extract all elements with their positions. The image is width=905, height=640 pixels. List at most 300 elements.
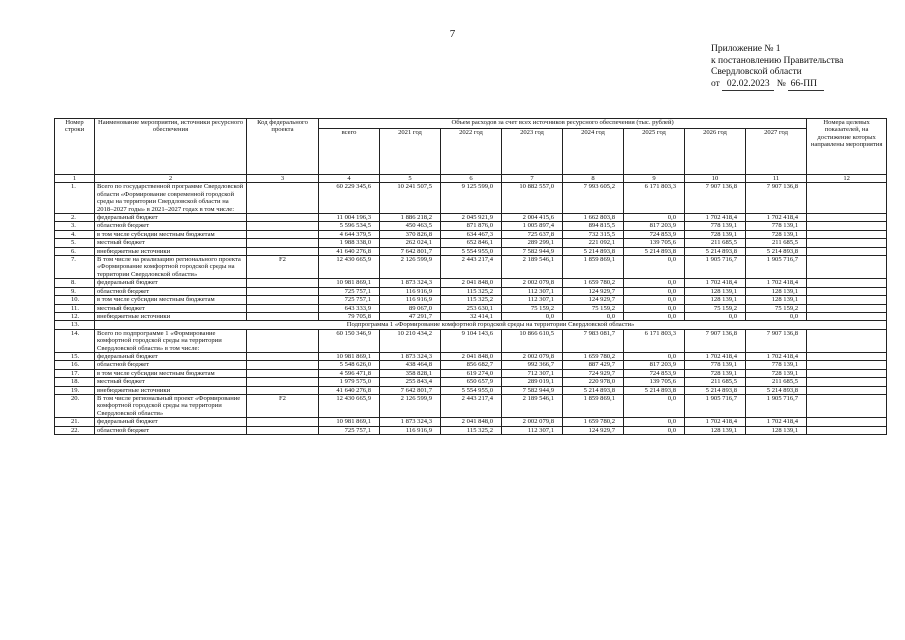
amount-cell: 11 004 196,3 bbox=[319, 214, 380, 222]
table-row bbox=[55, 239, 887, 247]
amount-cell: 725 637,8 bbox=[502, 230, 563, 238]
table-row bbox=[55, 394, 887, 417]
amount-cell: 115 325,2 bbox=[441, 287, 502, 295]
row-name: областной бюджет bbox=[95, 287, 247, 295]
amount-cell: 1 702 418,4 bbox=[746, 352, 807, 360]
amount-cell: 2 126 599,9 bbox=[380, 394, 441, 417]
row-name: в том числе субсидии местным бюджетам bbox=[95, 296, 247, 304]
amount-cell: 75 159,2 bbox=[563, 304, 624, 312]
table-body bbox=[55, 183, 887, 435]
row-number: 19. bbox=[55, 386, 95, 394]
amount-cell: 370 826,8 bbox=[380, 230, 441, 238]
amount-cell: 9 104 143,6 bbox=[441, 329, 502, 352]
federal-project-code bbox=[247, 386, 319, 394]
amount-cell: 1 702 418,4 bbox=[746, 418, 807, 426]
header-year: 2026 год bbox=[685, 129, 746, 175]
amount-cell: 728 139,1 bbox=[746, 230, 807, 238]
row-number: 16. bbox=[55, 361, 95, 369]
row-number: 10. bbox=[55, 296, 95, 304]
table-row bbox=[55, 369, 887, 377]
column-number: 6 bbox=[441, 175, 502, 183]
row-name: Всего по государственной программе Свердловской области «Формирование современной городской среды на территории Свердловской области на 2018–2027 годы» в 2021–2027 годах в том числе: bbox=[95, 183, 247, 214]
amount-cell: 139 705,6 bbox=[624, 378, 685, 386]
amount-cell: 116 916,9 bbox=[380, 426, 441, 434]
amount-cell: 1 905 716,7 bbox=[746, 256, 807, 279]
amount-cell: 32 414,1 bbox=[441, 312, 502, 320]
amount-cell: 438 464,8 bbox=[380, 361, 441, 369]
amount-cell: 10 866 610,5 bbox=[502, 329, 563, 352]
federal-project-code: F2 bbox=[247, 394, 319, 417]
amount-cell: 75 159,2 bbox=[685, 304, 746, 312]
column-number: 1 bbox=[55, 175, 95, 183]
amount-cell: 1 702 418,4 bbox=[685, 418, 746, 426]
amount-cell: 124 929,7 bbox=[563, 296, 624, 304]
amount-cell: 60 229 345,6 bbox=[319, 183, 380, 214]
amount-cell: 220 978,0 bbox=[563, 378, 624, 386]
target-indicators bbox=[807, 296, 887, 304]
amount-cell: 0,0 bbox=[685, 312, 746, 320]
amount-cell: 2 002 079,8 bbox=[502, 279, 563, 287]
amount-cell: 643 333,9 bbox=[319, 304, 380, 312]
row-name: в том числе субсидии местным бюджетам bbox=[95, 369, 247, 377]
amount-cell: 992 366,7 bbox=[502, 361, 563, 369]
amount-cell: 724 853,9 bbox=[624, 369, 685, 377]
row-name: федеральный бюджет bbox=[95, 418, 247, 426]
amount-cell: 724 929,7 bbox=[563, 369, 624, 377]
amount-cell: 1 702 418,4 bbox=[746, 279, 807, 287]
target-indicators bbox=[807, 279, 887, 287]
target-indicators bbox=[807, 386, 887, 394]
amount-cell: 124 929,7 bbox=[563, 426, 624, 434]
target-indicators bbox=[807, 378, 887, 386]
amount-cell: 115 325,2 bbox=[441, 426, 502, 434]
amount-cell: 5 554 955,0 bbox=[441, 247, 502, 255]
amount-cell: 1 988 338,0 bbox=[319, 239, 380, 247]
amount-cell: 778 139,1 bbox=[746, 361, 807, 369]
target-indicators bbox=[807, 369, 887, 377]
row-number: 5. bbox=[55, 239, 95, 247]
row-number: 11. bbox=[55, 304, 95, 312]
amount-cell: 2 002 079,8 bbox=[502, 352, 563, 360]
row-number: 2. bbox=[55, 214, 95, 222]
row-name: в том числе субсидии местным бюджетам bbox=[95, 230, 247, 238]
column-number: 10 bbox=[685, 175, 746, 183]
federal-project-code bbox=[247, 239, 319, 247]
amount-cell: 0,0 bbox=[624, 287, 685, 295]
appendix-block bbox=[711, 44, 843, 91]
amount-cell: 725 757,1 bbox=[319, 296, 380, 304]
amount-cell: 5 214 893,8 bbox=[685, 247, 746, 255]
header-year: 2021 год bbox=[380, 129, 441, 175]
amount-cell: 1 702 418,4 bbox=[746, 214, 807, 222]
target-indicators bbox=[807, 304, 887, 312]
amount-cell: 887 429,7 bbox=[563, 361, 624, 369]
row-name: областной бюджет bbox=[95, 426, 247, 434]
amount-cell: 1 005 897,4 bbox=[502, 222, 563, 230]
amount-cell: 60 150 346,9 bbox=[319, 329, 380, 352]
amount-cell: 1 979 575,0 bbox=[319, 378, 380, 386]
column-number: 5 bbox=[380, 175, 441, 183]
row-name: В том числе на реализацию регионального проекта «Формирование комфортной городской среды на территории Свердловской области» bbox=[95, 256, 247, 279]
table-row bbox=[55, 256, 887, 279]
amount-cell: 128 139,1 bbox=[746, 296, 807, 304]
amount-cell: 0,0 bbox=[746, 312, 807, 320]
amount-cell: 128 139,1 bbox=[746, 426, 807, 434]
amount-cell: 0,0 bbox=[502, 312, 563, 320]
row-number: 9. bbox=[55, 287, 95, 295]
amount-cell: 7 582 944,9 bbox=[502, 386, 563, 394]
amount-cell: 5 214 893,8 bbox=[563, 386, 624, 394]
amount-cell: 10 882 557,0 bbox=[502, 183, 563, 214]
federal-project-code bbox=[247, 222, 319, 230]
table-row bbox=[55, 296, 887, 304]
amount-cell: 0,0 bbox=[624, 256, 685, 279]
amount-cell: 817 203,9 bbox=[624, 361, 685, 369]
table-row bbox=[55, 247, 887, 255]
table-row bbox=[55, 304, 887, 312]
amount-cell: 1 905 716,7 bbox=[685, 256, 746, 279]
amount-cell: 211 685,5 bbox=[685, 239, 746, 247]
appendix-line: к постановлению Правительства bbox=[711, 55, 844, 66]
amount-cell: 652 846,1 bbox=[441, 239, 502, 247]
federal-project-code bbox=[247, 304, 319, 312]
row-number: 14. bbox=[55, 329, 95, 352]
target-indicators bbox=[807, 361, 887, 369]
row-name: Всего по подпрограмме 1 «Формирование комфортной городской среды на территории Свердловской области» в том числе: bbox=[95, 329, 247, 352]
subprogram-row bbox=[55, 321, 887, 329]
amount-cell: 358 828,1 bbox=[380, 369, 441, 377]
header-fed-code: Код федерального проекта bbox=[247, 119, 319, 175]
amount-cell: 650 657,9 bbox=[441, 378, 502, 386]
row-number: 12. bbox=[55, 312, 95, 320]
table-row bbox=[55, 214, 887, 222]
table-row bbox=[55, 352, 887, 360]
row-name: федеральный бюджет bbox=[95, 214, 247, 222]
header-year: 2022 год bbox=[441, 129, 502, 175]
amount-cell: 5 214 893,8 bbox=[746, 386, 807, 394]
federal-project-code bbox=[247, 418, 319, 426]
amount-cell: 2 004 415,6 bbox=[502, 214, 563, 222]
federal-project-code bbox=[247, 312, 319, 320]
table-row bbox=[55, 329, 887, 352]
amount-cell: 10 241 507,5 bbox=[380, 183, 441, 214]
row-number: 22. bbox=[55, 426, 95, 434]
target-indicators bbox=[807, 183, 887, 214]
amount-cell: 871 876,0 bbox=[441, 222, 502, 230]
amount-cell: 2 189 546,1 bbox=[502, 256, 563, 279]
table-row bbox=[55, 312, 887, 320]
amount-cell: 5 548 626,0 bbox=[319, 361, 380, 369]
target-indicators bbox=[807, 247, 887, 255]
amount-cell: 0,0 bbox=[624, 304, 685, 312]
amount-cell: 221 092,1 bbox=[563, 239, 624, 247]
federal-project-code bbox=[247, 352, 319, 360]
amount-cell: 1 659 780,2 bbox=[563, 352, 624, 360]
column-number: 9 bbox=[624, 175, 685, 183]
amount-cell: 10 981 869,1 bbox=[319, 279, 380, 287]
header-year: 2025 год bbox=[624, 129, 685, 175]
amount-cell: 1 662 803,8 bbox=[563, 214, 624, 222]
target-indicators bbox=[807, 256, 887, 279]
row-number: 18. bbox=[55, 378, 95, 386]
column-number: 2 bbox=[95, 175, 247, 183]
amount-cell: 41 640 276,8 bbox=[319, 386, 380, 394]
amount-cell: 1 702 418,4 bbox=[685, 214, 746, 222]
target-indicators bbox=[807, 352, 887, 360]
amount-cell: 1 702 418,4 bbox=[685, 352, 746, 360]
amount-cell: 7 582 944,9 bbox=[502, 247, 563, 255]
amount-cell: 4 596 471,8 bbox=[319, 369, 380, 377]
federal-project-code bbox=[247, 361, 319, 369]
amount-cell: 2 041 848,0 bbox=[441, 279, 502, 287]
amount-cell: 116 916,9 bbox=[380, 296, 441, 304]
appendix-line: Свердловской области bbox=[711, 67, 802, 77]
table-row bbox=[55, 426, 887, 434]
table-row bbox=[55, 361, 887, 369]
amount-cell: 728 139,1 bbox=[746, 369, 807, 377]
amount-cell: 7 993 605,2 bbox=[563, 183, 624, 214]
target-indicators bbox=[807, 394, 887, 417]
appendix-title: Приложение № 1 bbox=[711, 44, 781, 54]
row-number: 15. bbox=[55, 352, 95, 360]
amount-cell: 2 443 217,4 bbox=[441, 256, 502, 279]
amount-cell: 1 873 324,3 bbox=[380, 279, 441, 287]
amount-cell: 1 873 324,3 bbox=[380, 352, 441, 360]
amount-cell: 778 139,1 bbox=[746, 222, 807, 230]
amount-cell: 112 307,1 bbox=[502, 287, 563, 295]
federal-project-code bbox=[247, 214, 319, 222]
row-number: 1. bbox=[55, 183, 95, 214]
row-name: областной бюджет bbox=[95, 222, 247, 230]
row-number: 7. bbox=[55, 256, 95, 279]
amount-cell: 2 189 546,1 bbox=[502, 394, 563, 417]
target-indicators bbox=[807, 312, 887, 320]
row-number: 20. bbox=[55, 394, 95, 417]
amount-cell: 253 630,1 bbox=[441, 304, 502, 312]
target-indicators bbox=[807, 214, 887, 222]
amount-cell: 0,0 bbox=[624, 418, 685, 426]
amount-cell: 1 886 218,2 bbox=[380, 214, 441, 222]
amount-cell: 0,0 bbox=[624, 279, 685, 287]
federal-project-code bbox=[247, 378, 319, 386]
amount-cell: 5 596 534,5 bbox=[319, 222, 380, 230]
target-indicators bbox=[807, 287, 887, 295]
amount-cell: 725 757,1 bbox=[319, 287, 380, 295]
header-total: всего bbox=[319, 129, 380, 175]
amount-cell: 75 159,2 bbox=[746, 304, 807, 312]
amount-cell: 7 907 136,8 bbox=[746, 329, 807, 352]
header-name: Наименование мероприятия, источники ресурсного обеспечения bbox=[95, 119, 247, 175]
amount-cell: 211 685,5 bbox=[746, 239, 807, 247]
table-row bbox=[55, 287, 887, 295]
amount-cell: 5 554 955,0 bbox=[441, 386, 502, 394]
row-name: федеральный бюджет bbox=[95, 352, 247, 360]
row-name: федеральный бюджет bbox=[95, 279, 247, 287]
header-volume: Объем расходов за счет всех источников ресурсного обеспечения (тыс. рублей) bbox=[319, 119, 807, 129]
amount-cell: 7 907 136,8 bbox=[685, 329, 746, 352]
appendix-date: 02.02.2023 bbox=[722, 79, 774, 92]
row-name: областной бюджет bbox=[95, 361, 247, 369]
amount-cell: 10 210 434,2 bbox=[380, 329, 441, 352]
row-name: местный бюджет bbox=[95, 304, 247, 312]
federal-project-code bbox=[247, 329, 319, 352]
amount-cell: 6 171 803,3 bbox=[624, 183, 685, 214]
amount-cell: 2 126 599,9 bbox=[380, 256, 441, 279]
table-row bbox=[55, 222, 887, 230]
amount-cell: 2 443 217,4 bbox=[441, 394, 502, 417]
amount-cell: 5 214 893,8 bbox=[624, 386, 685, 394]
row-name: местный бюджет bbox=[95, 239, 247, 247]
amount-cell: 7 907 136,8 bbox=[685, 183, 746, 214]
amount-cell: 255 843,4 bbox=[380, 378, 441, 386]
amount-cell: 0,0 bbox=[624, 214, 685, 222]
federal-project-code bbox=[247, 183, 319, 214]
amount-cell: 5 214 893,8 bbox=[563, 247, 624, 255]
amount-cell: 619 274,0 bbox=[441, 369, 502, 377]
amount-cell: 0,0 bbox=[624, 394, 685, 417]
amount-cell: 5 214 893,8 bbox=[685, 386, 746, 394]
target-indicators bbox=[807, 239, 887, 247]
amount-cell: 211 685,5 bbox=[685, 378, 746, 386]
federal-project-code bbox=[247, 279, 319, 287]
header-row-no: Номер строки bbox=[55, 119, 95, 175]
number-prefix: № bbox=[774, 78, 789, 89]
amount-cell: 12 430 665,9 bbox=[319, 256, 380, 279]
amount-cell: 0,0 bbox=[624, 312, 685, 320]
row-number: 6. bbox=[55, 247, 95, 255]
amount-cell: 4 644 379,5 bbox=[319, 230, 380, 238]
row-name: местный бюджет bbox=[95, 378, 247, 386]
header-year: 2023 год bbox=[502, 129, 563, 175]
federal-project-code: F2 bbox=[247, 256, 319, 279]
table-row bbox=[55, 378, 887, 386]
column-number: 12 bbox=[807, 175, 887, 183]
amount-cell: 1 659 780,2 bbox=[563, 418, 624, 426]
target-indicators bbox=[807, 222, 887, 230]
amount-cell: 9 125 599,0 bbox=[441, 183, 502, 214]
amount-cell: 41 640 276,8 bbox=[319, 247, 380, 255]
table-row bbox=[55, 279, 887, 287]
appendix-date-line bbox=[711, 79, 843, 92]
row-name: внебюджетные источники bbox=[95, 386, 247, 394]
table-row bbox=[55, 386, 887, 394]
amount-cell: 2 041 848,0 bbox=[441, 352, 502, 360]
federal-project-code bbox=[247, 369, 319, 377]
amount-cell: 0,0 bbox=[624, 426, 685, 434]
row-number: 21. bbox=[55, 418, 95, 426]
row-number: 8. bbox=[55, 279, 95, 287]
row-name: внебюджетные источники bbox=[95, 247, 247, 255]
amount-cell: 1 659 780,2 bbox=[563, 279, 624, 287]
amount-cell: 128 139,1 bbox=[685, 296, 746, 304]
amount-cell: 5 214 893,8 bbox=[624, 247, 685, 255]
header-year: 2027 год bbox=[746, 129, 807, 175]
target-indicators bbox=[807, 230, 887, 238]
amount-cell: 7 983 081,7 bbox=[563, 329, 624, 352]
amount-cell: 725 757,1 bbox=[319, 426, 380, 434]
amount-cell: 12 430 665,9 bbox=[319, 394, 380, 417]
amount-cell: 124 929,7 bbox=[563, 287, 624, 295]
table-row bbox=[55, 418, 887, 426]
amount-cell: 2 002 079,8 bbox=[502, 418, 563, 426]
federal-project-code bbox=[247, 247, 319, 255]
amount-cell: 10 981 869,1 bbox=[319, 352, 380, 360]
row-name: внебюджетные источники bbox=[95, 312, 247, 320]
amount-cell: 139 705,6 bbox=[624, 239, 685, 247]
amount-cell: 128 139,1 bbox=[685, 287, 746, 295]
column-number: 8 bbox=[563, 175, 624, 183]
amount-cell: 817 203,9 bbox=[624, 222, 685, 230]
header-targets: Номера целевых показателей, на достижение которых направлены мероприятия bbox=[807, 119, 887, 175]
amount-cell: 211 685,5 bbox=[746, 378, 807, 386]
amount-cell: 778 139,1 bbox=[685, 361, 746, 369]
page-number: 7 bbox=[449, 28, 456, 40]
amount-cell: 712 307,1 bbox=[502, 369, 563, 377]
amount-cell: 728 139,1 bbox=[685, 230, 746, 238]
amount-cell: 1 873 324,3 bbox=[380, 418, 441, 426]
column-number: 3 bbox=[247, 175, 319, 183]
target-indicators bbox=[807, 418, 887, 426]
amount-cell: 728 139,1 bbox=[685, 369, 746, 377]
amount-cell: 75 159,2 bbox=[502, 304, 563, 312]
amount-cell: 1 905 716,7 bbox=[746, 394, 807, 417]
amount-cell: 2 041 848,0 bbox=[441, 418, 502, 426]
row-number: 13. bbox=[55, 321, 95, 329]
column-number: 11 bbox=[746, 175, 807, 183]
amount-cell: 1 905 716,7 bbox=[685, 394, 746, 417]
amount-cell: 6 171 803,3 bbox=[624, 329, 685, 352]
amount-cell: 0,0 bbox=[563, 312, 624, 320]
amount-cell: 89 067,0 bbox=[380, 304, 441, 312]
amount-cell: 47 291,7 bbox=[380, 312, 441, 320]
amount-cell: 1 702 418,4 bbox=[685, 279, 746, 287]
amount-cell: 856 682,7 bbox=[441, 361, 502, 369]
amount-cell: 128 139,1 bbox=[746, 287, 807, 295]
target-indicators bbox=[807, 426, 887, 434]
amount-cell: 115 325,2 bbox=[441, 296, 502, 304]
amount-cell: 724 853,9 bbox=[624, 230, 685, 238]
expenses-table bbox=[54, 118, 887, 435]
amount-cell: 0,0 bbox=[624, 352, 685, 360]
amount-cell: 7 907 136,8 bbox=[746, 183, 807, 214]
federal-project-code bbox=[247, 287, 319, 295]
amount-cell: 1 859 869,1 bbox=[563, 394, 624, 417]
table-row bbox=[55, 230, 887, 238]
column-numbers-row bbox=[55, 175, 887, 183]
amount-cell: 289 299,1 bbox=[502, 239, 563, 247]
amount-cell: 112 307,1 bbox=[502, 426, 563, 434]
amount-cell: 262 024,1 bbox=[380, 239, 441, 247]
amount-cell: 2 045 921,9 bbox=[441, 214, 502, 222]
row-name: В том числе региональный проект «Формирование комфортной городской среды на территории Свердловской области» bbox=[95, 394, 247, 417]
federal-project-code bbox=[247, 296, 319, 304]
row-number: 17. bbox=[55, 369, 95, 377]
amount-cell: 116 916,9 bbox=[380, 287, 441, 295]
header-year: 2024 год bbox=[563, 129, 624, 175]
row-number: 3. bbox=[55, 222, 95, 230]
amount-cell: 128 139,1 bbox=[685, 426, 746, 434]
amount-cell: 778 139,1 bbox=[685, 222, 746, 230]
table-row bbox=[55, 183, 887, 214]
amount-cell: 112 307,1 bbox=[502, 296, 563, 304]
target-indicators bbox=[807, 329, 887, 352]
amount-cell: 634 467,3 bbox=[441, 230, 502, 238]
amount-cell: 10 981 869,1 bbox=[319, 418, 380, 426]
date-prefix: от bbox=[711, 78, 723, 89]
column-number: 4 bbox=[319, 175, 380, 183]
amount-cell: 289 019,1 bbox=[502, 378, 563, 386]
amount-cell: 0,0 bbox=[624, 296, 685, 304]
